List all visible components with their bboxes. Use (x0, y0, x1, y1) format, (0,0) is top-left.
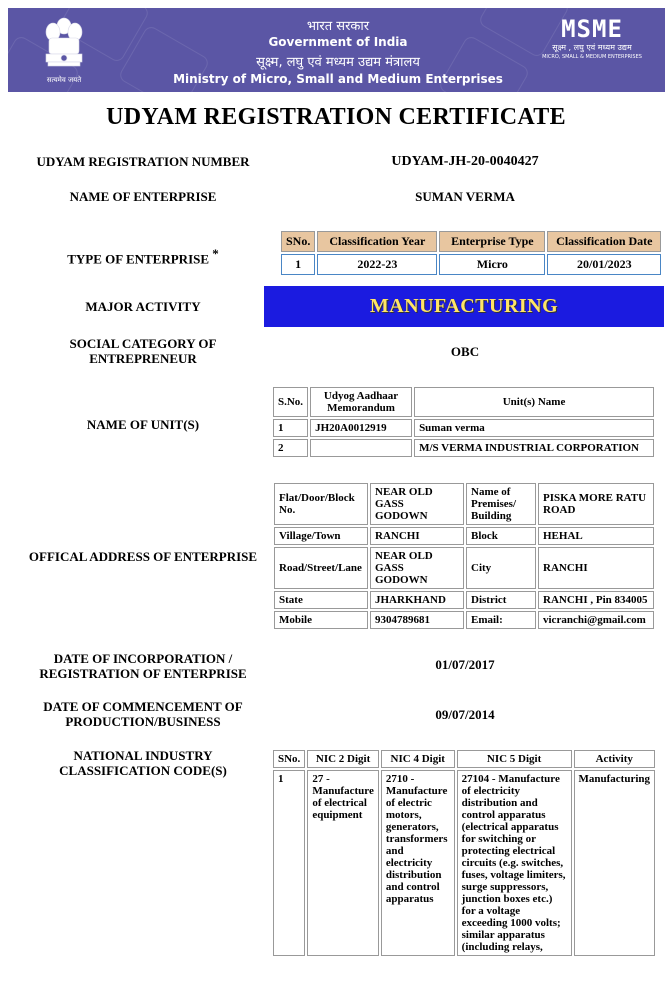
enterprise-name-label: NAME OF ENTERPRISE (69, 189, 217, 204)
nic-table (271, 748, 657, 958)
incorporation-label-line: REGISTRATION OF ENTERPRISE (39, 666, 247, 681)
incorporation-label (14, 651, 272, 681)
commencement-label (14, 699, 272, 729)
government-title: Government of India (268, 35, 408, 49)
ministry-title: Ministry of Micro, Small and Medium Enterprises (173, 72, 503, 86)
units-table (271, 385, 656, 459)
government-banner (8, 8, 665, 92)
incorporation-label-line: DATE OF INCORPORATION / (53, 651, 233, 666)
address-value: NEAR OLD GASS GODOWN (370, 483, 464, 525)
nic-header: Activity (574, 750, 656, 768)
nic-activity: Manufacturing (574, 770, 656, 956)
table-row (273, 419, 654, 437)
enterprise-type-value: Micro (439, 254, 545, 275)
nic-4-digit: 2710 - Manufacture of electric motors, generators, transformers and electricity distribution and control apparatus (381, 770, 455, 956)
social-category-label (14, 336, 272, 366)
address-key: Village/Town (274, 527, 368, 545)
table-row (274, 527, 654, 545)
emblem-motto: सत्यमेव जयते (46, 76, 82, 84)
msme-subtext: MICRO, SMALL & MEDIUM ENTERPRISES (542, 54, 642, 60)
hindi-government-title: भारत सरकार (306, 19, 370, 34)
major-activity-label: MAJOR ACTIVITY (85, 299, 201, 314)
units-header: Unit(s) Name (414, 387, 654, 417)
address-value: NEAR OLD GASS GODOWN (370, 547, 464, 589)
address-key: Email: (466, 611, 536, 629)
address-value: RANCHI (538, 547, 654, 589)
unit-name: M/S VERMA INDUSTRIAL CORPORATION (414, 439, 654, 457)
unit-uam: JH20A0012919 (310, 419, 412, 437)
classification-header: Classification Year (317, 231, 437, 252)
units-label: NAME OF UNIT(S) (86, 417, 200, 432)
nic-header: NIC 4 Digit (381, 750, 455, 768)
address-table (272, 481, 656, 631)
asterisk-note: * (212, 246, 219, 261)
address-key: Mobile (274, 611, 368, 629)
address-value: JHARKHAND (370, 591, 464, 609)
msme-logo (537, 16, 647, 61)
classification-header: Classification Date (547, 231, 661, 252)
nic-header: NIC 5 Digit (457, 750, 572, 768)
enterprise-type-label-text: TYPE OF ENTERPRISE (67, 251, 210, 267)
incorporation-date: 01/07/2017 (435, 657, 495, 672)
classification-year: 2022-23 (317, 254, 437, 275)
unit-sno: 2 (273, 439, 308, 457)
nic-5-digit: 27104 - Manufacture of electricity distribution and control apparatus (electrical apparatus for switching or protecting electrical circuits (e.g. switches, fuses, voltage limiters, surge suppressors, junction boxes etc.) for a voltage exceeding 1000 volts; similar apparatus (including relays, (457, 770, 572, 956)
address-value: RANCHI , Pin 834005 (538, 591, 654, 609)
msme-logo-text: MSME (561, 15, 623, 43)
certificate-title: UDYAM REGISTRATION CERTIFICATE (106, 104, 566, 130)
social-category-label-line: SOCIAL CATEGORY OF (69, 336, 217, 351)
commencement-label-line: PRODUCTION/BUSINESS (65, 714, 221, 729)
msme-hindi-text: सूक्ष्म , लघु एवं मध्यम उद्यम (552, 43, 632, 52)
address-value: RANCHI (370, 527, 464, 545)
unit-name: Suman verma (414, 419, 654, 437)
unit-sno: 1 (273, 419, 308, 437)
national-emblem-icon (38, 16, 90, 86)
nic-label-line: NATIONAL INDUSTRY (73, 748, 213, 763)
unit-uam (310, 439, 412, 457)
social-category-label-line: ENTREPRENEUR (89, 351, 197, 366)
table-row (274, 547, 654, 589)
enterprise-type-label (14, 246, 272, 266)
classification-date: 20/01/2023 (547, 254, 661, 275)
address-key: District (466, 591, 536, 609)
address-value: PISKA MORE RATU ROAD (538, 483, 654, 525)
table-row (281, 254, 661, 275)
email-address: vicranchi@gmail.com (538, 611, 654, 629)
nic-header: NIC 2 Digit (307, 750, 379, 768)
address-key: City (466, 547, 536, 589)
address-key: Block (466, 527, 536, 545)
classification-sno: 1 (281, 254, 315, 275)
classification-table (279, 229, 663, 277)
address-key: Name of Premises/ Building (466, 483, 536, 525)
commencement-date: 09/07/2014 (435, 707, 495, 722)
commencement-label-line: DATE OF COMMENCEMENT OF (43, 699, 243, 714)
classification-header: SNo. (281, 231, 315, 252)
hindi-ministry-title: सूक्ष्म, लघु एवं मध्यम उद्यम मंत्रालय (256, 55, 420, 70)
address-key: Road/Street/Lane (274, 547, 368, 589)
address-label: OFFICAL ADDRESS OF ENTERPRISE (28, 549, 258, 564)
address-value: HEHAL (538, 527, 654, 545)
nic-2-digit: 27 - Manufacture of electrical equipment (307, 770, 379, 956)
table-row (274, 591, 654, 609)
classification-header: Enterprise Type (439, 231, 545, 252)
table-row (273, 770, 655, 956)
registration-number-label: UDYAM REGISTRATION NUMBER (36, 154, 250, 169)
major-activity-value: MANUFACTURING (264, 286, 664, 327)
nic-label (14, 748, 272, 778)
mobile-number: 9304789681 (370, 611, 464, 629)
nic-header: SNo. (273, 750, 305, 768)
table-row (274, 611, 654, 629)
nic-sno: 1 (273, 770, 305, 956)
table-row (273, 439, 654, 457)
table-row (274, 483, 654, 525)
enterprise-name-value: SUMAN VERMA (415, 189, 515, 204)
nic-label-line: CLASSIFICATION CODE(S) (59, 763, 227, 778)
units-header: Udyog Aadhaar Memorandum (310, 387, 412, 417)
address-key: Flat/Door/Block No. (274, 483, 368, 525)
registration-number-value: UDYAM-JH-20-0040427 (391, 154, 539, 169)
units-header: S.No. (273, 387, 308, 417)
social-category-value: OBC (450, 344, 480, 359)
address-key: State (274, 591, 368, 609)
